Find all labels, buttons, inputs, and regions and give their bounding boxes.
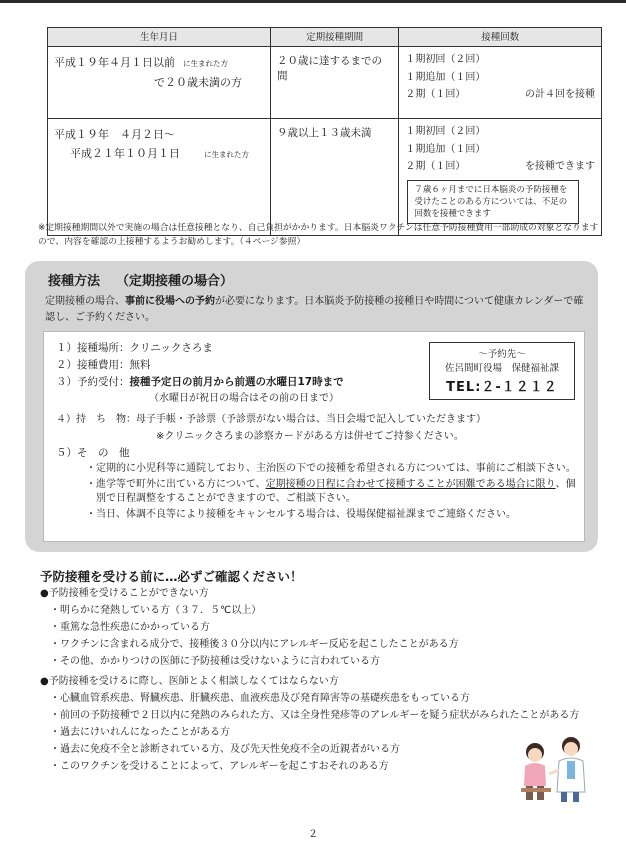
bullet-item: ・当日、体調不良等により接種をキャンセルする場合は、役場保健福祉課までご連絡ください。 [86, 508, 516, 520]
list-item: ・このワクチンを受けることによって、アレルギーを起こすおそれのある方 [50, 761, 389, 772]
intro-text: が必要になります。日本脳炎予防接種の接種日や時間について健康カレンダーで確認し、ご予約ください。 [45, 296, 584, 323]
header-period: 定期接種期間 [270, 28, 398, 47]
list-item: ・過去にけいれんになったことがある方 [50, 727, 230, 738]
count-item: ２期（１回） [405, 161, 466, 172]
count-item: １期追加（１回） [405, 143, 486, 155]
list-item: ・心臓血管系疾患、腎臓疾患、肝臓疾患、血液疾患及び発育障害等の基礎疾患をもっている方 [50, 693, 470, 704]
bring-note: ※クリニックさろまの診察カードがある方は併せてご持参ください。 [156, 431, 464, 442]
contact-label: ～予約先～ [478, 349, 526, 360]
count-item: ２期（１回） [405, 89, 466, 100]
item-fee: ２）接種費用：無料 [56, 359, 151, 371]
bullet-item [86, 478, 576, 507]
reserve-label: ３）予約受付： [56, 376, 130, 388]
birth-note: に生まれた方 [183, 59, 228, 68]
bullet-item: ・定期的に小児科等に通院しており、主治医の下での接種を希望される方については、事前にご相談下さい。 [86, 463, 576, 474]
list-item: ・その他、かかりつけの医師に予防接種は受けないように言われている方 [50, 656, 380, 667]
precheck-title: 予防接種を受ける前に…必ずご確認ください！ [40, 569, 303, 584]
item-place: １）接種場所：クリニックさろま [56, 342, 213, 354]
contact-office: 佐呂間町役場 保健福祉課 [444, 363, 559, 374]
header-count: 接種回数 [399, 28, 602, 47]
table-row [48, 47, 602, 119]
count-item: １期初回（２回） [405, 126, 486, 137]
cannot-section [40, 585, 459, 670]
list-item: ・ワクチンに含まれる成分で、接種後３０分以内にアレルギー反応を起こしたことがある方 [50, 639, 459, 650]
item-reserve [56, 375, 344, 390]
reservation-contact [429, 342, 575, 400]
birth-cell [48, 47, 271, 119]
doctor-patient-illustration [515, 730, 595, 805]
count-cell [399, 119, 602, 236]
item-bring: ４）持 ち 物：母子手帳・予診票（予診票がない場合は、当日会場で記入していただきます） [56, 414, 486, 425]
birth-note: に生まれた方 [204, 150, 249, 159]
bullet-text: 、個別で日程調整をすることができますので、ご相談下さい。 [96, 478, 576, 504]
method-title [48, 270, 233, 289]
period-cell: ２０歳に達するまでの間 [270, 47, 398, 119]
birth-cell [48, 119, 271, 236]
reserve-note: （水曜日が祝日の場合はその前の日まで） [149, 393, 339, 404]
method-intro [45, 294, 585, 326]
table-header-row [48, 28, 602, 47]
birth-text: 平成１９年４月１日以前 [54, 56, 175, 69]
count-cell [399, 47, 602, 119]
birth-text: 平成２１年１０月１日 [70, 147, 180, 160]
bullet-underlined: 定期接種の日程に合わせて接種することが困難である場合に限り [265, 478, 556, 490]
list-item: ・過去に免疫不全と診断されている方、及び先天性免疫不全の近親者がいる方 [50, 744, 400, 755]
bullet-text: ・進学等で町外に出ている方について、 [86, 478, 266, 490]
list-item: ・明らかに発熱している方（３７．５℃以上） [50, 605, 262, 616]
list-item: ・前回の予防接種で２日以内に発熱のみられた方、又は全身性発疹等のアレルギーを疑う症状がみられたことがある方 [50, 710, 580, 721]
item-other: ５）そ の 他 [56, 447, 130, 459]
count-tail: の計４回を接種 [525, 89, 595, 100]
count-tail: を接種できます [525, 161, 595, 172]
birth-text: で２０歳未満の方 [154, 76, 242, 89]
birth-text: 平成１９年 ４月２日～ [54, 128, 175, 141]
method-panel [25, 261, 598, 552]
count-item: １期初回（２回） [405, 54, 486, 65]
schedule-table [47, 27, 602, 236]
table-row [48, 119, 602, 236]
method-title-sub: （定期接種の場合） [116, 274, 234, 289]
cannot-heading: ●予防接種を受けることができない方 [40, 588, 209, 599]
consult-heading: ●予防接種を受けるに際し、医師とよく相談しなくてはならない方 [40, 676, 339, 687]
other-bullets [86, 462, 576, 523]
intro-text: 定期接種の場合、 [45, 296, 125, 307]
eligibility-note: ７歳６ヶ月までに日本脳炎の予防接種を受けたことのある方については、不足の回数を接種できます [407, 180, 579, 224]
footnote: ※定期接種期間以外で実施の場合は任意接種となり、自己負担がかかります。日本脳炎ワクチンは任意予防接種費用一部助成の対象となりますので、内容を確認の上接種するようお勧めします。（４ページ参照） [38, 223, 599, 247]
page-number: ２ [308, 829, 318, 840]
method-title-main: 接種方法 [48, 274, 101, 289]
method-details [43, 331, 585, 542]
list-item: ・重篤な急性疾患にかかっている方 [50, 622, 210, 633]
reserve-deadline: 接種予定日の前月から前週の水曜日17時まで [129, 376, 344, 388]
header-birthdate: 生年月日 [48, 28, 271, 47]
period-cell: ９歳以上１３歳未満 [270, 119, 398, 236]
intro-emphasis: 事前に役場への予約 [125, 296, 215, 307]
contact-phone: TEL:２-１２１２ [446, 380, 558, 395]
count-item: １期追加（１回） [405, 71, 486, 83]
page-top-border [0, 0, 626, 3]
